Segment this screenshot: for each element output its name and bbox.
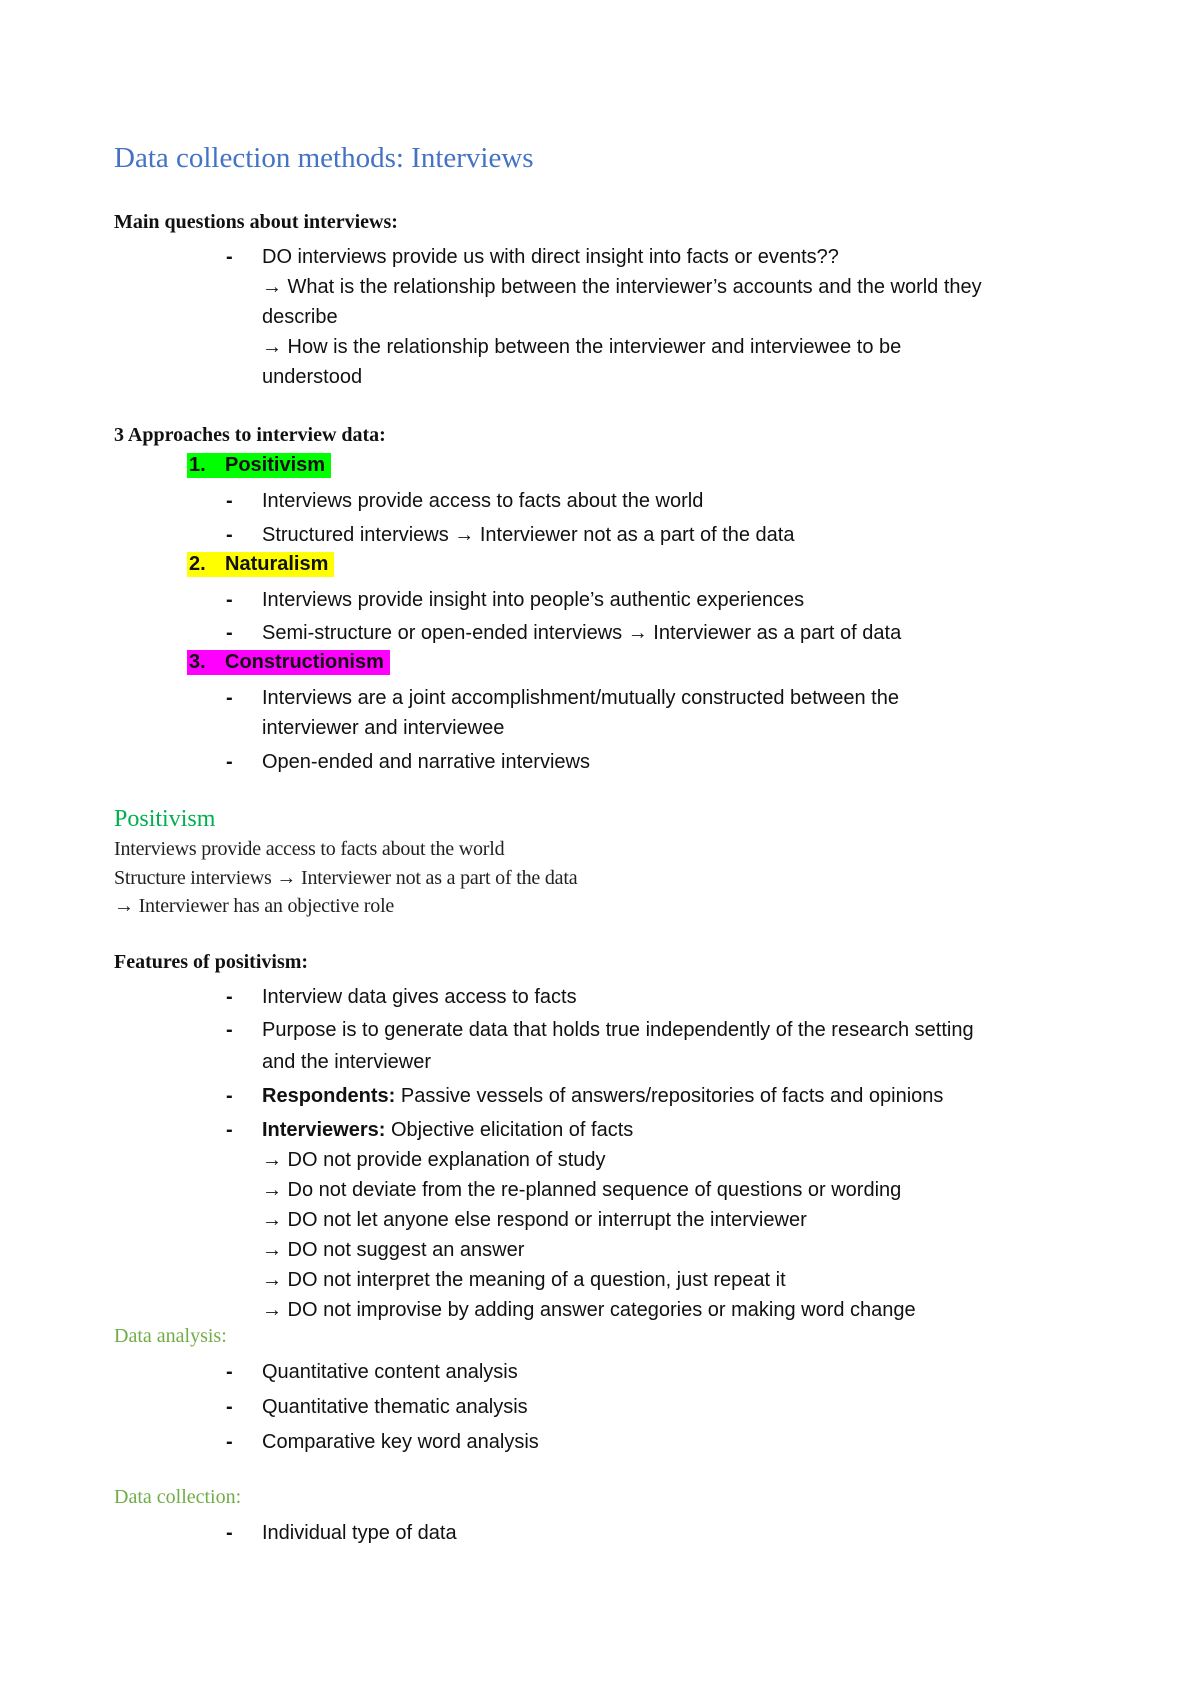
arrow-line: → What is the relationship between the interviewer’s accounts and the world they xyxy=(262,276,982,298)
list-item-text xyxy=(262,1081,1122,1111)
approach-positivism-label xyxy=(187,453,331,478)
dash-marker: - xyxy=(226,1431,233,1453)
dash-marker: - xyxy=(226,986,233,1008)
arrow-line: → Do not deviate from the re-planned sequence of questions or wording xyxy=(262,1179,902,1201)
list-item-text: Interviews provide access to facts about the world xyxy=(262,490,704,512)
arrow-line: → DO not interpret the meaning of a question, just repeat it xyxy=(262,1269,786,1291)
respondents-label: Respondents: xyxy=(262,1085,396,1107)
page-title: Data collection methods: Interviews xyxy=(114,142,534,174)
positivism-line: Interviews provide access to facts about the world xyxy=(114,838,505,860)
arrow-line: → DO not let anyone else respond or interrupt the interviewer xyxy=(262,1209,807,1231)
approach-name: Positivism xyxy=(225,454,326,476)
list-item-text: Structured interviews → Interviewer not as a part of the data xyxy=(262,524,795,546)
interviewers-label: Interviewers: xyxy=(262,1119,386,1141)
list-item-continued: and the interviewer xyxy=(262,1051,431,1073)
list-item-text: Individual type of data xyxy=(262,1522,457,1544)
dash-marker: - xyxy=(226,524,233,546)
approach-name: Constructionism xyxy=(225,651,384,673)
dash-marker: - xyxy=(226,622,233,644)
list-item-text: Comparative key word analysis xyxy=(262,1431,539,1453)
dash-marker: - xyxy=(226,1019,233,1041)
data-collection-heading: Data collection: xyxy=(114,1486,242,1508)
dash-marker: - xyxy=(226,751,233,773)
dash-marker: - xyxy=(226,490,233,512)
positivism-heading: Positivism xyxy=(114,806,216,832)
arrow-line: → DO not suggest an answer xyxy=(262,1239,525,1261)
dash-marker: - xyxy=(226,589,233,611)
list-item-text: Purpose is to generate data that holds true independently of the research setting xyxy=(262,1019,974,1041)
dash-marker: - xyxy=(226,1119,233,1141)
dash-marker: - xyxy=(226,1396,233,1418)
data-analysis-heading: Data analysis: xyxy=(114,1325,227,1347)
list-item-continued: interviewer and interviewee xyxy=(262,717,505,739)
main-questions-heading: Main questions about interviews: xyxy=(114,211,398,233)
arrow-line-continued: understood xyxy=(262,366,363,388)
approach-name: Naturalism xyxy=(225,553,329,575)
list-item-text: Semi-structure or open-ended interviews → Interviewer as a part of data xyxy=(262,622,902,644)
positivism-line: Structure interviews → Interviewer not as a part of the data xyxy=(114,867,578,889)
list-item-text: Open-ended and narrative interviews xyxy=(262,751,590,773)
approach-naturalism-label xyxy=(187,552,334,577)
dash-marker: - xyxy=(226,1085,233,1107)
approach-number: 3. xyxy=(189,651,206,673)
arrow-line-continued: describe xyxy=(262,306,338,328)
list-item-text: Quantitative content analysis xyxy=(262,1361,518,1383)
list-item-text: Interviews are a joint accomplishment/mutually constructed between the xyxy=(262,687,899,709)
dash-marker: - xyxy=(226,246,233,268)
positivism-line: → Interviewer has an objective role xyxy=(114,895,395,917)
interviewers-text: Objective elicitation of facts xyxy=(385,1119,634,1141)
approach-number: 2. xyxy=(189,553,206,575)
dash-marker: - xyxy=(226,687,233,709)
approach-number: 1. xyxy=(189,454,206,476)
arrow-line: → How is the relationship between the interviewer and interviewee to be xyxy=(262,336,902,358)
approach-constructionism-label xyxy=(187,650,390,675)
list-item-text: Interview data gives access to facts xyxy=(262,986,577,1008)
respondents-text: Passive vessels of answers/repositories of facts and opinions xyxy=(395,1085,944,1107)
features-heading: Features of positivism: xyxy=(114,951,309,973)
arrow-line: → DO not provide explanation of study xyxy=(262,1149,606,1171)
list-item-text: DO interviews provide us with direct insight into facts or events?? xyxy=(262,246,839,268)
arrow-line: → DO not improvise by adding answer categories or making word change xyxy=(262,1299,916,1321)
list-item-text: Interviews provide insight into people’s authentic experiences xyxy=(262,589,805,611)
dash-marker: - xyxy=(226,1361,233,1383)
approaches-heading: 3 Approaches to interview data: xyxy=(114,424,386,446)
list-item-text: Quantitative thematic analysis xyxy=(262,1396,528,1418)
list-item-text xyxy=(262,1115,1122,1145)
dash-marker: - xyxy=(226,1522,233,1544)
